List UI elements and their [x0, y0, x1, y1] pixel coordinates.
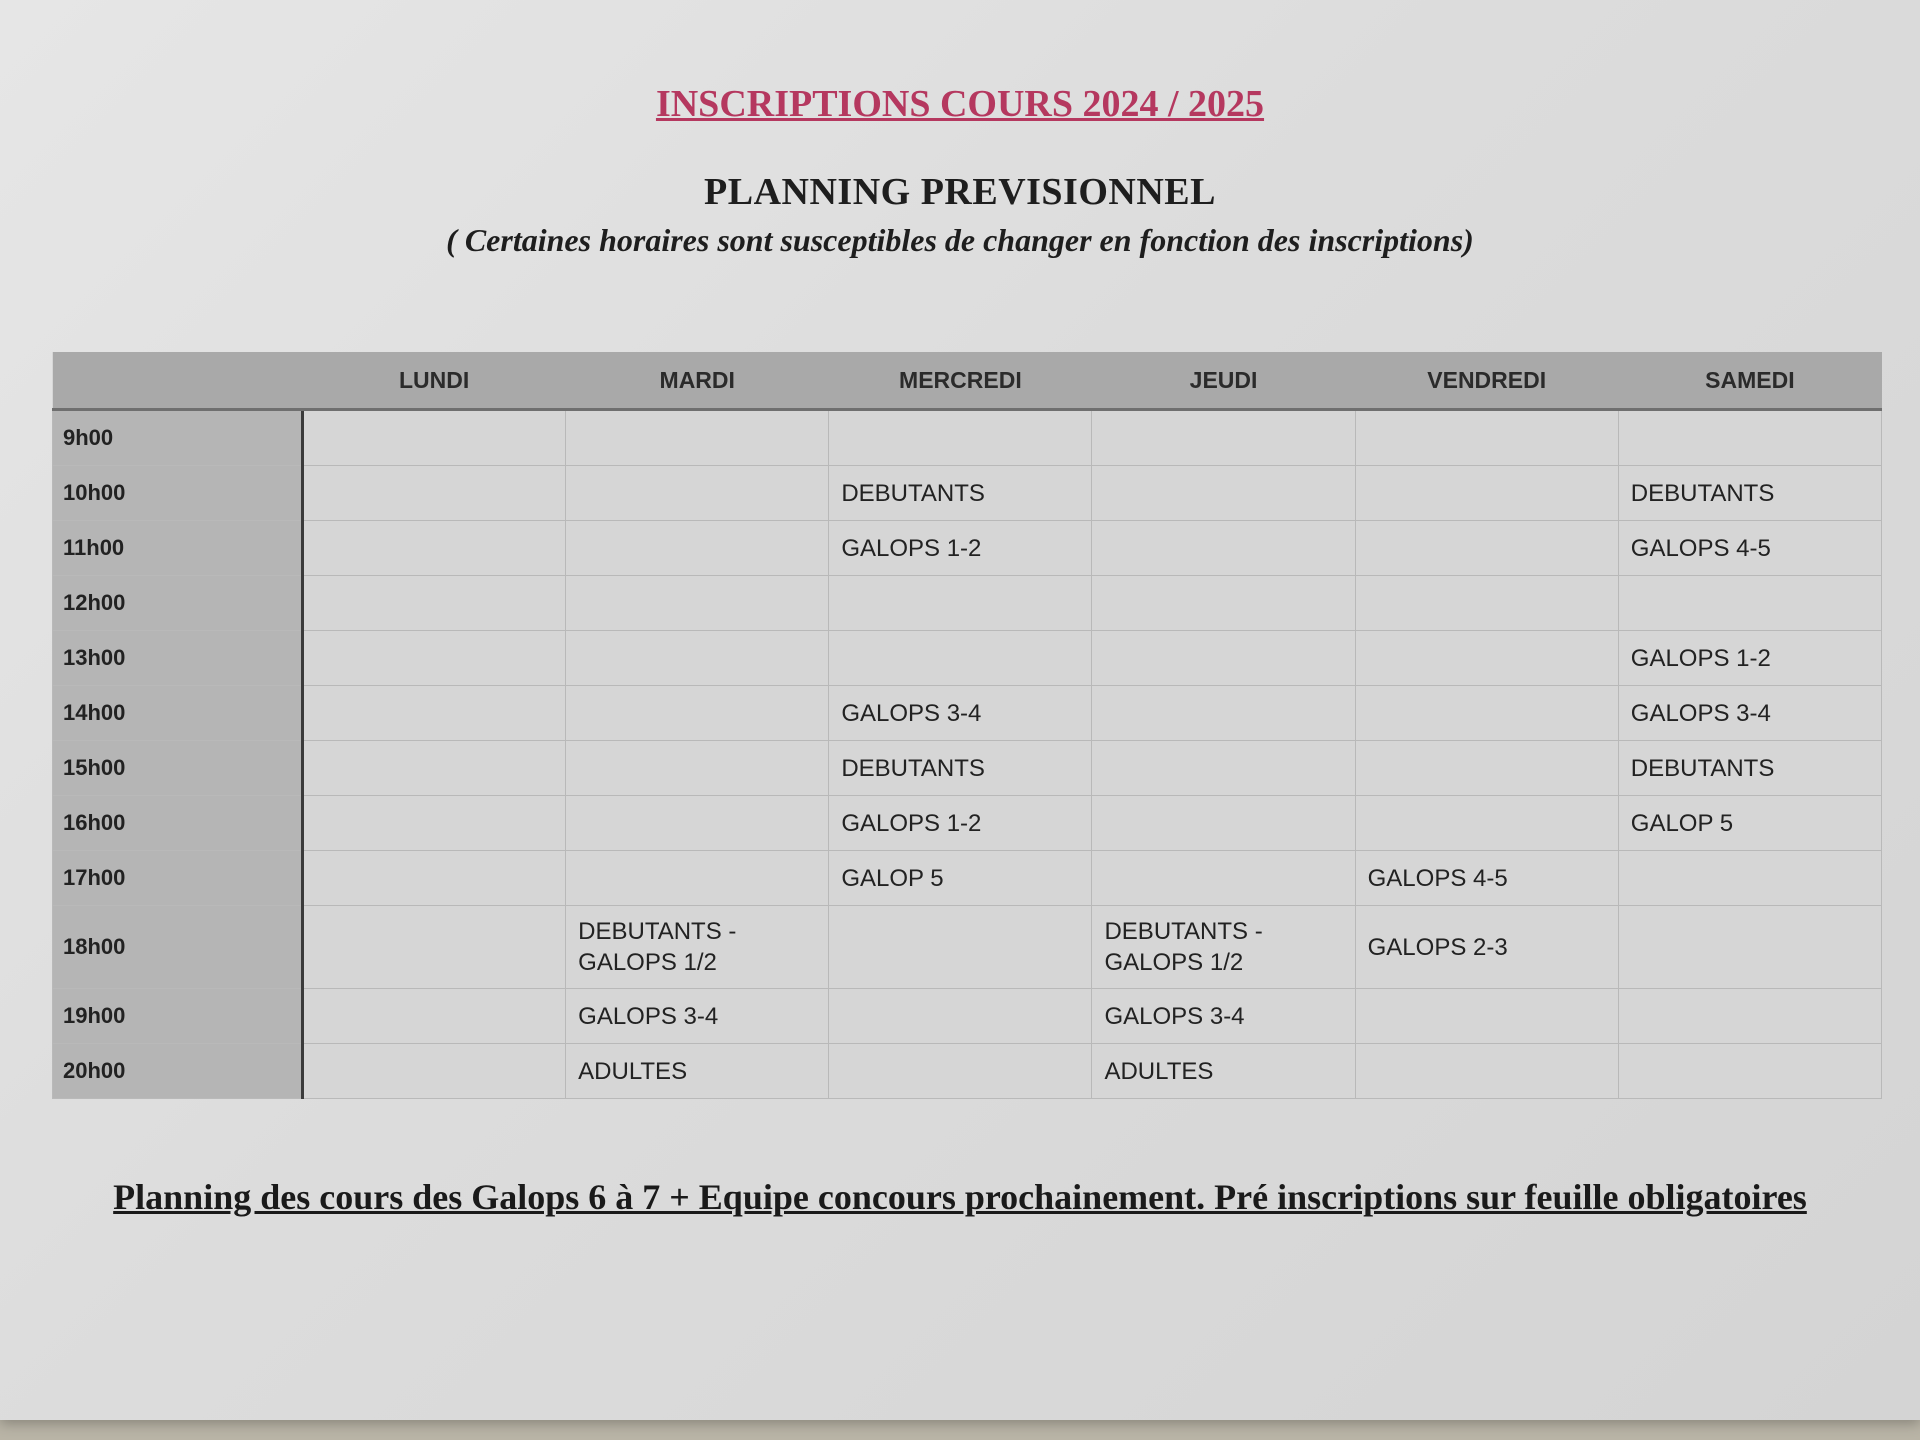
table-row [53, 989, 1882, 1044]
table-row [53, 466, 1882, 521]
schedule-cell: GALOPS 1-2 [829, 796, 1092, 851]
schedule-cell [829, 989, 1092, 1044]
time-label: 13h00 [53, 631, 303, 686]
day-header: SAMEDI [1618, 352, 1881, 410]
schedule-cell [1618, 410, 1881, 466]
table-row [53, 741, 1882, 796]
table-row [53, 1044, 1882, 1099]
schedule-cell [303, 796, 566, 851]
schedule-cell: DEBUTANTS [1618, 466, 1881, 521]
table-row [53, 906, 1882, 989]
schedule-cell [1355, 686, 1618, 741]
schedule-cell: DEBUTANTS [1618, 741, 1881, 796]
schedule-cell [829, 410, 1092, 466]
time-label: 15h00 [53, 741, 303, 796]
day-header: VENDREDI [1355, 352, 1618, 410]
schedule-cell [1355, 741, 1618, 796]
schedule-cell [566, 796, 829, 851]
schedule-cell [303, 466, 566, 521]
schedule-table [52, 352, 1882, 1099]
schedule-cell [1618, 576, 1881, 631]
schedule-cell [566, 686, 829, 741]
schedule-cell [566, 741, 829, 796]
schedule-cell: GALOPS 1-2 [1618, 631, 1881, 686]
schedule-cell [1092, 631, 1355, 686]
table-row [53, 521, 1882, 576]
schedule-cell [566, 851, 829, 906]
table-row [53, 631, 1882, 686]
time-label: 20h00 [53, 1044, 303, 1099]
schedule-cell [829, 906, 1092, 989]
schedule-cell [303, 686, 566, 741]
schedule-cell [1092, 851, 1355, 906]
schedule-cell: GALOPS 3-4 [829, 686, 1092, 741]
schedule-cell [566, 521, 829, 576]
schedule-cell [566, 576, 829, 631]
schedule-cell: GALOPS 3-4 [566, 989, 829, 1044]
schedule-cell: GALOPS 4-5 [1355, 851, 1618, 906]
schedule-cell [303, 989, 566, 1044]
schedule-cell [1355, 1044, 1618, 1099]
day-header: MERCREDI [829, 352, 1092, 410]
schedule-cell [303, 410, 566, 466]
document-subtitle: PLANNING PREVISIONNEL [704, 171, 1216, 213]
schedule-body [53, 410, 1882, 1099]
schedule-cell [1355, 796, 1618, 851]
schedule-cell: GALOPS 2-3 [1355, 906, 1618, 989]
time-label: 11h00 [53, 521, 303, 576]
schedule-cell [1092, 686, 1355, 741]
schedule-cell [303, 851, 566, 906]
schedule-cell: DEBUTANTS [829, 466, 1092, 521]
time-label: 19h00 [53, 989, 303, 1044]
time-label: 18h00 [53, 906, 303, 989]
document-title: INSCRIPTIONS COURS 2024 / 2025 [655, 83, 1265, 125]
schedule-cell: GALOPS 1-2 [829, 521, 1092, 576]
time-label: 10h00 [53, 466, 303, 521]
schedule-cell [303, 631, 566, 686]
footer-note: Planning des cours des Galops 6 à 7 + Equipe concours prochainement. Pré inscriptions sur feuille obligatoires [113, 1177, 1807, 1217]
schedule-cell [1618, 989, 1881, 1044]
table-row [53, 796, 1882, 851]
schedule-cell [1355, 466, 1618, 521]
table-row [53, 686, 1882, 741]
schedule-cell: GALOPS 3-4 [1092, 989, 1355, 1044]
day-header: LUNDI [303, 352, 566, 410]
schedule-cell: GALOP 5 [829, 851, 1092, 906]
schedule-cell: GALOPS 3-4 [1618, 686, 1881, 741]
schedule-cell: GALOPS 4-5 [1618, 521, 1881, 576]
schedule-cell [1355, 631, 1618, 686]
schedule-cell [1092, 796, 1355, 851]
header-row [53, 352, 1882, 410]
schedule-cell: DEBUTANTS - GALOPS 1/2 [566, 906, 829, 989]
schedule-cell [1618, 851, 1881, 906]
table-row [53, 576, 1882, 631]
schedule-cell [1355, 576, 1618, 631]
schedule-cell [1355, 521, 1618, 576]
schedule-cell [303, 906, 566, 989]
schedule-cell: ADULTES [566, 1044, 829, 1099]
schedule-cell [303, 521, 566, 576]
schedule-cell [303, 576, 566, 631]
schedule-cell [1618, 1044, 1881, 1099]
day-header: MARDI [566, 352, 829, 410]
schedule-cell [1092, 521, 1355, 576]
time-label: 14h00 [53, 686, 303, 741]
schedule-cell [566, 466, 829, 521]
schedule-cell [1618, 906, 1881, 989]
time-label: 16h00 [53, 796, 303, 851]
schedule-cell: ADULTES [1092, 1044, 1355, 1099]
schedule-cell: GALOP 5 [1618, 796, 1881, 851]
table-row [53, 851, 1882, 906]
schedule-cell [1092, 410, 1355, 466]
schedule-cell [1355, 989, 1618, 1044]
schedule-cell [829, 1044, 1092, 1099]
schedule-cell [303, 741, 566, 796]
time-label: 17h00 [53, 851, 303, 906]
table-row [53, 410, 1882, 466]
schedule-cell: DEBUTANTS [829, 741, 1092, 796]
schedule-cell [1092, 576, 1355, 631]
schedule-cell [1355, 410, 1618, 466]
schedule-note: ( Certaines horaires sont susceptibles de changer en fonction des inscriptions) [446, 222, 1474, 258]
header-corner [53, 352, 303, 410]
schedule-cell [566, 410, 829, 466]
schedule-cell [303, 1044, 566, 1099]
schedule-cell: DEBUTANTS - GALOPS 1/2 [1092, 906, 1355, 989]
schedule-cell [566, 631, 829, 686]
schedule-cell [829, 576, 1092, 631]
schedule-cell [1092, 741, 1355, 796]
schedule-cell [829, 631, 1092, 686]
time-label: 12h00 [53, 576, 303, 631]
time-label: 9h00 [53, 410, 303, 466]
day-header: JEUDI [1092, 352, 1355, 410]
schedule-cell [1092, 466, 1355, 521]
